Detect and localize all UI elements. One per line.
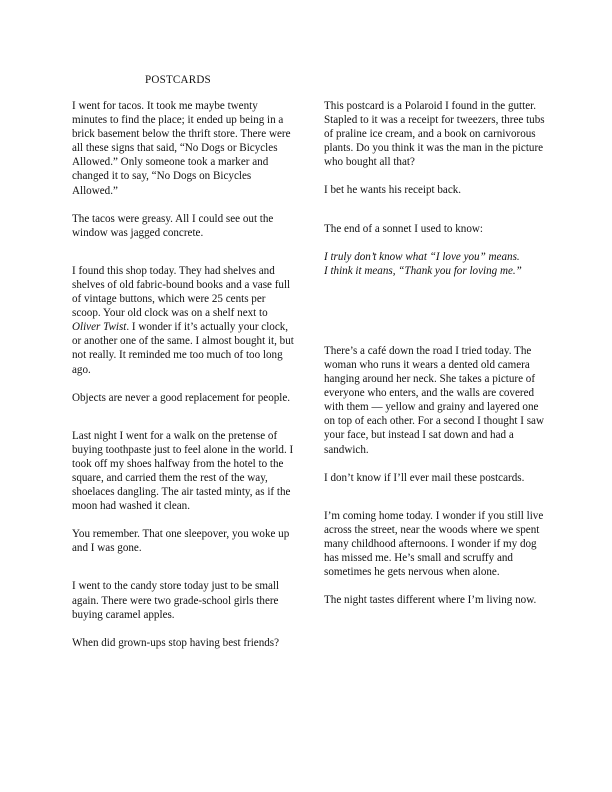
sonnet-line-2: I think it means, “Thank you for loving me.” xyxy=(324,264,522,277)
book-title: Oliver Twist xyxy=(72,321,127,334)
sonnet-line-1: I truly don’t know what “I love you” means. xyxy=(324,250,520,263)
sonnet-excerpt xyxy=(324,250,546,278)
postcard-walk-followup: You remember. That one sleepover, you woke up and I was gone. xyxy=(72,528,290,555)
postcard-candy-followup: When did grown-ups stop having best friends? xyxy=(72,636,280,649)
postcard-walk-paragraph: Last night I went for a walk on the pretense of buying toothpaste just to feel alone in the world. I took off my shoes halfway from the hotel to the square, and carried them the rest of the way, shoelaces dangling. The air tasted minty, as if the moon had washed it clean. xyxy=(72,429,294,513)
postcard-shop-paragraph xyxy=(72,264,294,377)
shop-text-after: . I wonder if it’s actually your clock, or another one of the same. I almost bought it, but not really. It reminded me too much of too long ago. xyxy=(72,321,294,376)
page-title: POSTCARDS xyxy=(145,74,211,86)
postcard-home-paragraph: I’m coming home today. I wonder if you still live across the street, near the woods where we spent many childhood afternoons. I wonder if my dog has missed me. He’s small and scruffy and sometimes he gets nervous when alone. xyxy=(324,509,544,579)
postcard-tacos-followup: The tacos were greasy. All I could see out the window was jagged concrete. xyxy=(72,212,274,239)
postcard-home-followup: The night tastes different where I’m living now. xyxy=(324,594,537,607)
postcard-polaroid-followup: I bet he wants his receipt back. xyxy=(324,184,462,197)
postcard-polaroid-paragraph: This postcard is a Polaroid I found in the gutter. Stapled to it was a receipt for tweezers, three tubs of praline ice cream, and a book on carnivorous plants. Do you think it was the man in the picture who bought all that? xyxy=(324,100,545,169)
postcard-sonnet-intro: The end of a sonnet I used to know: xyxy=(324,222,483,235)
postcard-cafe-followup: I don’t know if I’ll ever mail these postcards. xyxy=(324,471,525,484)
postcard-cafe-paragraph: There’s a café down the road I tried today. The woman who runs it wears a dented old camera hanging around her neck. She takes a picture of everyone who enters, and the walls are covered with them — yellow and grainy and layered one on top of each other. For a second I thought I saw your face, but instead I sat down and had a sandwich. xyxy=(324,344,544,456)
postcard-tacos-paragraph: I went for tacos. It took me maybe twenty minutes to find the place; it ended up being in a brick basement below the thrift store. There were all these signs that said, “No Dogs or Bicycles Allowed.” Only someone took a marker and changed it to say, “No Dogs on Bicycles Allowed.” xyxy=(72,100,291,197)
postcard-shop-followup: Objects are never a good replacement for people. xyxy=(72,391,291,404)
left-column xyxy=(72,99,294,650)
shop-text-before: I found this shop today. They had shelves and shelves of old fabric-bound books and a vase full of vintage buttons, which were 25 cents per scoop. Your old clock was on a shelf next to xyxy=(72,264,291,320)
right-column xyxy=(324,99,546,607)
postcard-candy-paragraph: I went to the candy store today just to be small again. There were two grade-school girls there buying caramel apples. xyxy=(72,580,280,621)
